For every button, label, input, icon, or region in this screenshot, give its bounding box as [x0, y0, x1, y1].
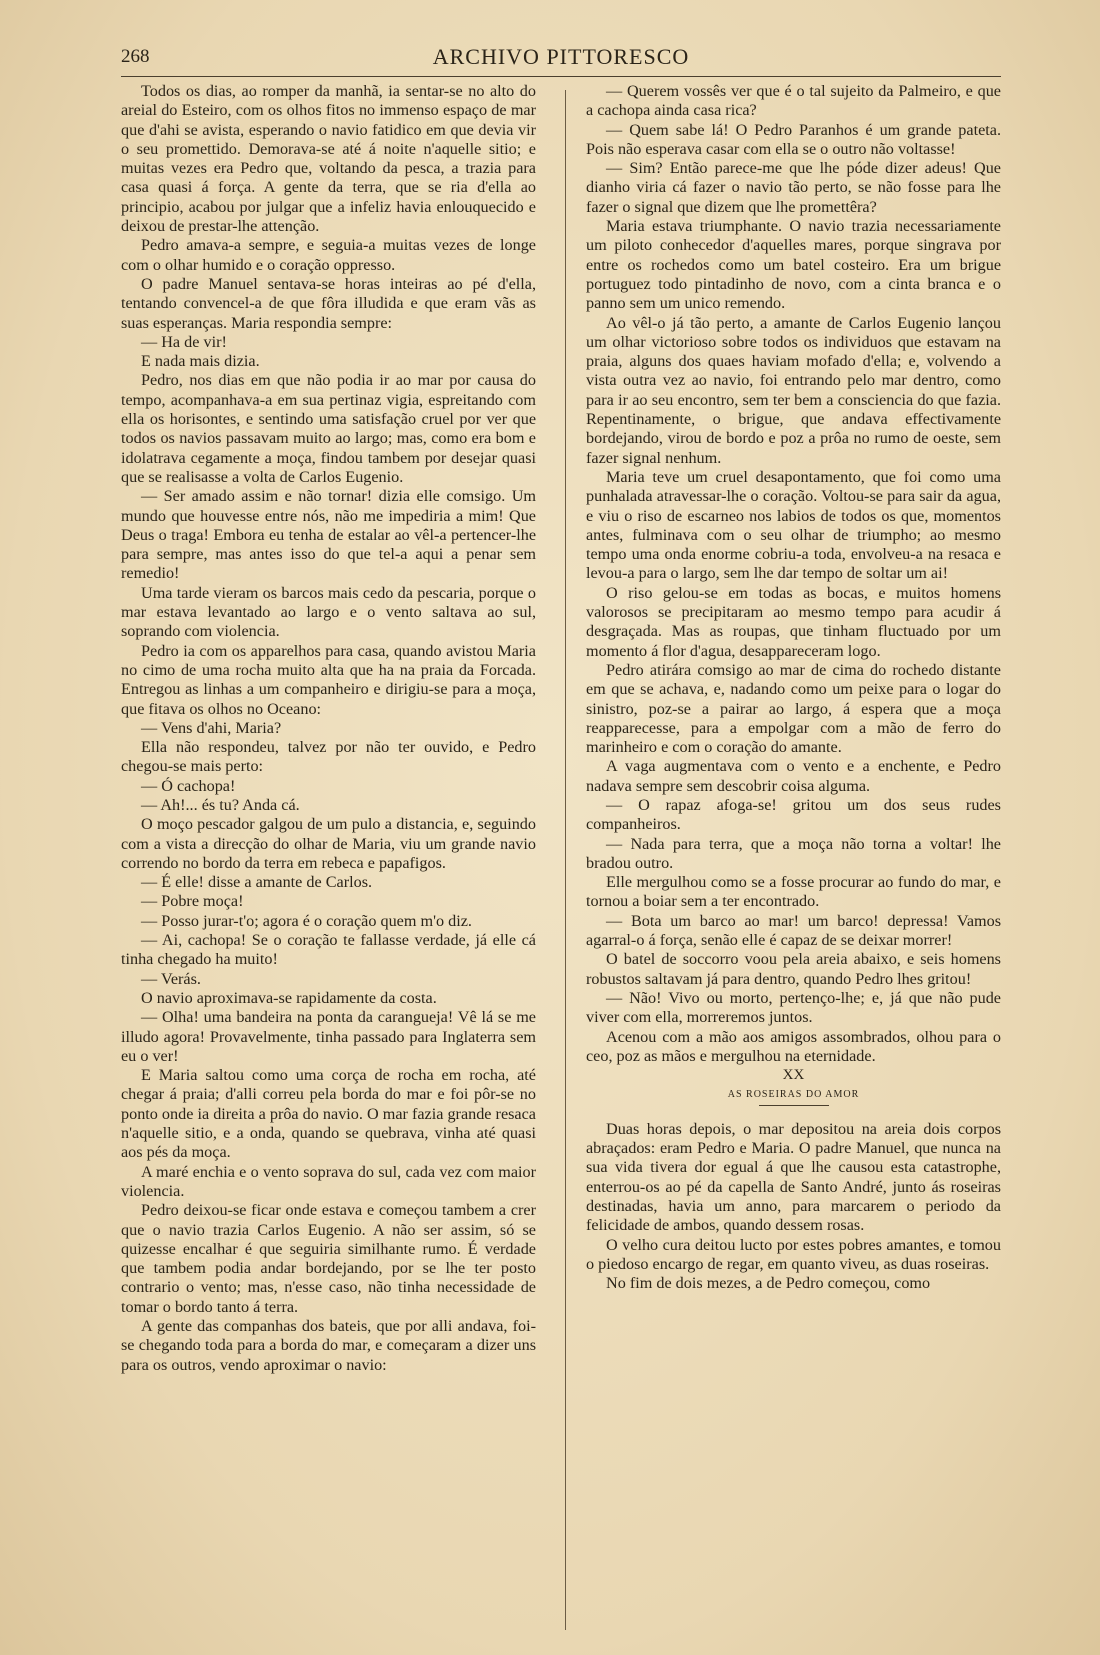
paragraph: — Sim? Então parece-me que lhe póde dizer adeus! Que dianho viria cá fazer o navio tão perto, se não fosse para lhe fazer o signal que dizem que lhe promettêra? — [586, 159, 1001, 216]
section-title: AS ROSEIRAS DO AMOR — [727, 1089, 860, 1101]
paragraph: A maré enchia e o vento soprava do sul, cada vez com maior violencia. — [121, 1162, 536, 1200]
paragraph: — Pobre moça! — [141, 892, 244, 911]
column-divider — [565, 90, 566, 1630]
right-column — [586, 82, 1001, 1293]
section-number: XX — [782, 1067, 805, 1084]
paragraph: O batel de soccorro voou pela areia abaixo, e seis homens robustos saltavam já para dentro, quando Pedro lhes gritou! — [586, 950, 1001, 988]
paragraph: — Querem vossês ver que é o tal sujeito da Palmeiro, e que a cachopa ainda casa rica? — [586, 82, 1001, 120]
left-column — [121, 82, 536, 1375]
paragraph: — Ai, cachopa! Se o coração te fallasse verdade, já elle cá tinha chegado ha muito! — [121, 931, 536, 969]
paragraph: O velho cura deitou lucto por estes pobres amantes, e tomou o piedoso encargo de regar, em quanto viveu, as duas roseiras. — [586, 1235, 1001, 1273]
paragraph: — Ó cachopa! — [141, 776, 236, 795]
page-title: ARCHIVO PITTORESCO — [432, 44, 690, 69]
paragraph: — É elle! disse a amante de Carlos. — [141, 873, 373, 892]
paragraph: A vaga augmentava com o vento e a enchente, e Pedro nadava sempre sem descobrir coisa alguma. — [586, 757, 1001, 795]
paragraph: — Vens d'ahi, Maria? — [141, 718, 282, 737]
paragraph: Pedro atirára comsigo ao mar de cima do rochedo distante em que se achava, e, nadando como um peixe para o logar do sinistro, poz-se a pairar ao largo, á espera que a moça reapparecesse, para a empolgar com a mão de ferro do marinheiro e com o coração do amante. — [586, 660, 1001, 757]
paragraph: Pedro amava-a sempre, e seguia-a muitas vezes de longe com o olhar humido e o coração oppresso. — [121, 236, 536, 274]
paragraph: No fim de dois mezes, a de Pedro começou, como — [606, 1274, 931, 1293]
paragraph: O riso gelou-se em todas as bocas, e muitos homens valorosos se precipitaram ao mesmo tempo para acudir á desgraçada. Mas as roupas, que tinham fluctuado por um momento á flor d'agua, desappareceram logo. — [586, 583, 1001, 660]
paragraph: — O rapaz afoga-se! gritou um dos seus rudes companheiros. — [586, 795, 1001, 834]
paragraph: O navio aproximava-se rapidamente da costa. — [141, 988, 437, 1007]
paragraph: E nada mais dizia. — [141, 352, 260, 371]
paragraph: Pedro deixou-se ficar onde estava e começou tambem a crer que o navio trazia Carlos Eugenio. A não ser assim, só se quizesse encalhar é que seguiria similhante rumo. É verdade que tambem podia andar bordejando, por se lhe ter posto contrario o vento; mas, n'esse caso, não tinha necessidade de tomar o bordo tanto á terra. — [121, 1201, 536, 1316]
paragraph: Maria teve um cruel desapontamento, que foi como uma punhalada atravessar-lhe o coração. Voltou-se para sair da agua, e viu o riso de escarneo nos labios de todos os que, momentos antes, fulminava com o seu olhar de triumpho; ao mesmo tempo uma onda enorme cobriu-a toda, envolveu-a na resaca e levou-a para o largo, sem lhe dar tempo de soltar um ai! — [586, 467, 1001, 583]
paragraph: Ella não respondeu, talvez por não ter ouvido, e Pedro chegou-se mais perto: — [121, 738, 536, 776]
paragraph: — Bota um barco ao mar! um barco! depressa! Vamos agarral-o á força, senão elle é capaz de se deixar morrer! — [586, 911, 1001, 950]
paragraph: Maria estava triumphante. O navio trazia necessariamente um piloto conhecedor d'aquelles mares, porque singrava por entre os rochedos como um batel costeiro. Era um brigue portuguez todo pintadinho de novo, com a cinta branca e o panno sem um unico remendo. — [586, 217, 1001, 313]
paragraph: Duas horas depois, o mar depositou na areia dois corpos abraçados: eram Pedro e Maria. O padre Manuel, que nunca na sua vida tivera dor egual á que lhe causou esta catastrophe, enterrou-os ao pé da capella de Santo André, junto ás roseiras destinadas, havia um anno, para marcarem o periodo da felicidade de ambos, quando dessem rosas. — [586, 1119, 1001, 1235]
page-number: 268 — [121, 46, 150, 67]
paragraph: Uma tarde vieram os barcos mais cedo da pescaria, porque o mar estava levantado ao largo e o vento saltava ao sul, soprando com violencia. — [121, 583, 536, 641]
paragraph: — Olha! uma bandeira na ponta da carangueja! Vê lá se me illudo agora! Provavelmente, tinha passado para Inglaterra sem eu o ver! — [121, 1008, 536, 1065]
paragraph: — Ha de vir! — [141, 332, 227, 351]
paragraph: Elle mergulhou como se a fosse procurar ao fundo do mar, e tornou a boiar sem a ter encontrado. — [586, 873, 1001, 911]
paragraph: — Ah!... és tu? Anda cá. — [141, 795, 300, 814]
paragraph: — Posso jurar-t'o; agora é o coração quem m'o diz. — [141, 911, 472, 930]
paragraph: Acenou com a mão aos amigos assombrados, olhou para o ceo, poz as mãos e mergulhou na eternidade. — [586, 1027, 1001, 1065]
section-rule — [759, 1105, 829, 1106]
paragraph: — Quem sabe lá! O Pedro Paranhos é um grande pateta. Pois não esperava casar com ella se o outro não voltasse! — [586, 120, 1001, 158]
paragraph: — Nada para terra, que a moça não torna a voltar! lhe bradou outro. — [586, 834, 1001, 872]
header-rule — [121, 76, 1001, 77]
paragraph: Ao vêl-o já tão perto, a amante de Carlos Eugenio lançou um olhar victorioso sobre todos os individuos que estavam na praia, alguns dos quaes haviam mofado d'ella; e, volvendo a vista outra vez ao navio, foi entrando pelo mar dentro, como para ir ao seu encontro, sem ter bem a consciencia do que fazia. Repentinamente, o brigue, que andava effectivamente bordejando, virou de bordo e poz a prôa no rumo de oeste, sem fazer signal nenhum. — [586, 313, 1001, 467]
paragraph: — Ser amado assim e não tornar! dizia elle comsigo. Um mundo que houvesse entre nós, não me impediria a mim! Que Deus o traga! Embora eu tenha de estalar ao vêl-a pertencer-lhe para sempre, mas antes isso do que tel-a aqui a penar sem remedio! — [121, 487, 536, 583]
paragraph: — Não! Vivo ou morto, pertenço-lhe; e, já que não pude viver com ella, morreremos juntos. — [586, 988, 1001, 1027]
paragraph: A gente das companhas dos bateis, que por alli andava, foi-se chegando toda para a borda do mar, e começaram a dizer uns para os outros, vendo aproximar o navio: — [121, 1317, 536, 1374]
paragraph: O moço pescador galgou de um pulo a distancia, e, seguindo com a vista a direcção do olhar de Maria, viu um grande navio correndo no bordo da terra em rebeca e papafigos. — [121, 815, 536, 872]
paragraph: Pedro ia com os apparelhos para casa, quando avistou Maria no cimo de uma rocha muito alta que ha na praia da Forcada. Entregou as linhas a um companheiro e dirigiu-se para a moça, que fitava os olhos no Oceano: — [121, 641, 536, 718]
paragraph: Pedro, nos dias em que não podia ir ao mar por causa do tempo, acompanhava-a em sua pertinaz vigia, espreitando com ella os horisontes, e sentindo uma satisfação cruel por ver que todos os navios passavam muito ao largo; mas, como era bom e idolatrava cegamente a moça, findou tambem por desejar quasi que se realisasse a volta de Carlos Eugenio. — [121, 371, 536, 486]
running-header — [121, 44, 1001, 74]
paragraph: — Verás. — [141, 969, 201, 988]
paragraph: O padre Manuel sentava-se horas inteiras ao pé d'ella, tentando convencel-a de que fôra illudida e que eram vãs as suas esperanças. Maria respondia sempre: — [121, 274, 536, 332]
paragraph: Todos os dias, ao romper da manhã, ia sentar-se no alto do areial do Esteiro, com os olhos fitos no immenso espaço de mar que d'ahi se avista, esperando o navio fatidico em que devia vir o seu promettido. Demorava-se até á noite n'aquelle sitio; e muitas vezes era Pedro que, voltando da pesca, a trazia para casa quasi á força. A gente da terra, que se ria d'ella ao principio, acabou por julgar que a infeliz havia enlouquecido e deixou de prestar-lhe attenção. — [121, 82, 536, 236]
paragraph: E Maria saltou como uma corça de rocha em rocha, até chegar á praia; d'alli correu pela borda do mar e foi pôr-se no ponto onde ia direita a prôa do navio. O mar fazia grande resaca n'aquelle sitio, e a onda, quando se quebrava, vinha até quasi aos pés da moça. — [121, 1066, 536, 1162]
